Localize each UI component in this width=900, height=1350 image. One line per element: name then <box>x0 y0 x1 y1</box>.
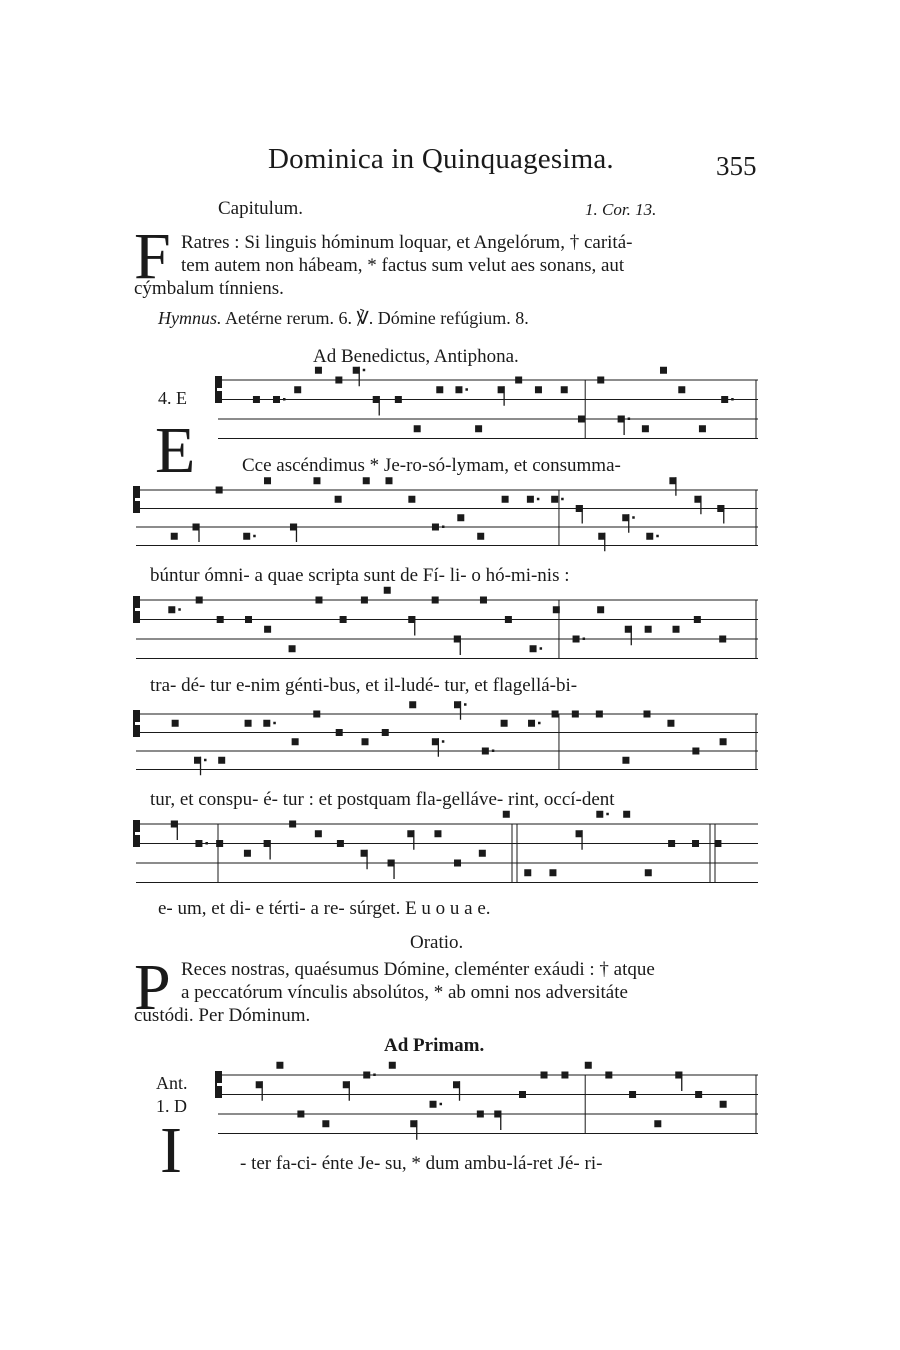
neume-square <box>530 645 537 652</box>
mora-dot <box>363 369 366 372</box>
neume-square <box>395 396 402 403</box>
hymn-text: Aetérne rerum. 6. ℣. Dómine refúgium. 8. <box>225 308 529 328</box>
neume-square <box>216 487 223 494</box>
neume-square <box>524 869 531 876</box>
neume-square <box>668 840 675 847</box>
neume-square <box>720 1101 727 1108</box>
mora-dot <box>273 722 276 725</box>
neume-square <box>244 850 251 857</box>
mora-dot <box>656 535 659 538</box>
benedictus-lyrics-3: tra- dé- tur e-nim génti-bus, et il-ludé- tur, et flagellá-bi- <box>150 675 578 696</box>
mora-dot <box>464 703 467 706</box>
neume-square <box>245 616 252 623</box>
neume-square <box>480 597 487 604</box>
neume-square <box>699 425 706 432</box>
neume-square <box>477 533 484 540</box>
capitulum-line-3: cýmbalum tínniens. <box>134 278 284 299</box>
neume-square <box>414 425 421 432</box>
neume-square <box>335 377 342 384</box>
primam-mode: 1. D <box>156 1096 187 1116</box>
neume-square <box>432 524 439 531</box>
neume-square <box>475 425 482 432</box>
oratio-initial: P <box>134 951 171 1024</box>
neume-square <box>434 830 441 837</box>
neume-square <box>646 533 653 540</box>
neume-square <box>455 386 462 393</box>
neume-square <box>216 840 223 847</box>
clef-mark <box>135 501 140 513</box>
mora-dot <box>178 608 181 611</box>
mora-dot <box>537 498 540 501</box>
neume-square <box>362 738 369 745</box>
capitulum-reference: 1. Cor. 13. <box>585 200 657 219</box>
mora-dot <box>204 759 207 762</box>
mora-dot <box>465 388 468 391</box>
neume-square <box>585 1062 592 1069</box>
neume-square <box>692 748 699 755</box>
primam-ant-label: Ant. <box>156 1073 188 1093</box>
mora-dot <box>538 722 541 725</box>
neume-square <box>597 377 604 384</box>
primam-initial: I <box>160 1114 182 1187</box>
neume-square <box>409 701 416 708</box>
neume-square <box>245 720 252 727</box>
neume-square <box>503 811 510 818</box>
neume-square <box>578 416 585 423</box>
neume-square <box>384 587 391 594</box>
capitulum-line-2: tem autem non hábeam, * factus sum velut aes sonans, aut <box>181 255 625 276</box>
neume-square <box>719 636 726 643</box>
neume-square <box>654 1120 661 1127</box>
neume-square <box>454 860 461 867</box>
neume-square <box>515 377 522 384</box>
oratio-line-1: Reces nostras, quaésumus Dómine, cleménter exáudi : † atque <box>181 959 655 980</box>
neume-square <box>430 1101 437 1108</box>
oratio-line-2: a peccatórum vínculis absolútos, * ab omni nos adversitáte <box>181 982 628 1003</box>
benedictus-lyrics-4: tur, et conspu- é- tur : et postquam fla-gelláve- rint, occí-dent <box>150 789 615 810</box>
neume-square <box>551 496 558 503</box>
neume-square <box>172 720 179 727</box>
page-number: 355 <box>716 151 757 181</box>
neume-square <box>297 1111 304 1118</box>
capitulum-heading: Capitulum. <box>218 198 303 219</box>
neume-square <box>340 616 347 623</box>
clef-mark <box>217 376 222 388</box>
benedictus-heading: Ad Benedictus, Antiphona. <box>313 346 519 367</box>
neume-square <box>505 616 512 623</box>
primam-lyrics: - ter fa-ci- énte Je- su, * dum ambu-lá-ret Jé- ri- <box>240 1153 603 1174</box>
neume-square <box>527 496 534 503</box>
neume-square <box>263 720 270 727</box>
neume-square <box>573 636 580 643</box>
mora-dot <box>442 526 445 529</box>
clef-mark <box>135 486 140 498</box>
neume-square <box>313 477 320 484</box>
mora-dot <box>561 498 564 501</box>
neume-square <box>623 811 630 818</box>
capitulum-line-1: Ratres : Si linguis hóminum loquar, et Angelórum, † caritá- <box>181 232 633 253</box>
neume-square <box>289 645 296 652</box>
neume-square <box>535 386 542 393</box>
neume-square <box>276 1062 283 1069</box>
neume-square <box>561 386 568 393</box>
clef-mark <box>135 611 140 623</box>
neume-square <box>622 757 629 764</box>
clef-mark <box>217 391 222 403</box>
neume-square <box>243 533 250 540</box>
mora-dot <box>283 398 286 401</box>
neume-square <box>629 1091 636 1098</box>
neume-square <box>572 711 579 718</box>
benedictus-initial: E <box>155 414 196 487</box>
neume-square <box>315 367 322 374</box>
benedictus-lyrics-1: Cce ascéndimus * Je-ro-só-lymam, et consumma- <box>242 455 621 476</box>
neume-square <box>720 738 727 745</box>
mora-dot <box>492 750 495 753</box>
neume-square <box>218 757 225 764</box>
neume-square <box>645 626 652 633</box>
clef-mark <box>135 820 140 832</box>
neume-square <box>363 477 370 484</box>
neume-square <box>692 840 699 847</box>
page-title: Dominica in Quinquagesima. <box>268 143 614 175</box>
neume-square <box>596 711 603 718</box>
benedictus-lyrics-5: e- um, et di- e térti- a re- súrget. E u o u a e. <box>158 898 491 919</box>
neume-square <box>605 1072 612 1079</box>
oratio-line-3: custódi. Per Dóminum. <box>134 1005 311 1026</box>
mora-dot <box>583 638 586 641</box>
neume-square <box>596 811 603 818</box>
mora-dot <box>628 418 631 421</box>
neume-square <box>322 1120 329 1127</box>
neume-square <box>552 711 559 718</box>
mora-dot <box>632 516 635 519</box>
capitulum-initial: F <box>134 220 171 293</box>
neume-square <box>253 396 260 403</box>
benedictus-mode: 4. E <box>158 388 187 408</box>
neume-square <box>678 386 685 393</box>
neume-square <box>643 711 650 718</box>
neume-square <box>195 840 202 847</box>
mora-dot <box>606 813 609 816</box>
neume-square <box>264 477 271 484</box>
neume-square <box>457 514 464 521</box>
neume-square <box>432 597 439 604</box>
neume-square <box>273 396 280 403</box>
mora-dot <box>540 647 543 650</box>
mora-dot <box>205 842 208 845</box>
mora-dot <box>440 1103 443 1106</box>
neume-square <box>385 477 392 484</box>
primam-heading: Ad Primam. <box>384 1035 485 1056</box>
neume-square <box>294 386 301 393</box>
neume-square <box>502 496 509 503</box>
neume-square <box>642 425 649 432</box>
neume-square <box>315 597 322 604</box>
oratio-heading: Oratio. <box>410 932 464 953</box>
neume-square <box>264 626 271 633</box>
neume-square <box>382 729 389 736</box>
mora-dot <box>373 1074 376 1077</box>
neume-square <box>313 711 320 718</box>
clef-mark <box>135 596 140 608</box>
clef-mark <box>135 725 140 737</box>
clef-mark <box>135 835 140 847</box>
neume-square <box>597 606 604 613</box>
neume-square <box>549 869 556 876</box>
neume-square <box>171 533 178 540</box>
neume-square <box>660 367 667 374</box>
neume-square <box>519 1091 526 1098</box>
neume-square <box>479 850 486 857</box>
neume-square <box>667 720 674 727</box>
neume-square <box>721 396 728 403</box>
neume-square <box>561 1072 568 1079</box>
neume-square <box>315 830 322 837</box>
neume-square <box>645 869 652 876</box>
mora-dot <box>442 740 445 743</box>
neume-square <box>694 616 701 623</box>
neume-square <box>528 720 535 727</box>
neume-square <box>695 1091 702 1098</box>
clef-mark <box>217 1071 222 1083</box>
neume-square <box>408 496 415 503</box>
neume-square <box>482 748 489 755</box>
benedictus-lyrics-2: búntur ómni- a quae scripta sunt de Fí- li- o hó-mi-nis : <box>150 565 570 586</box>
clef-mark <box>135 710 140 722</box>
neume-square <box>336 729 343 736</box>
neume-square <box>289 821 296 828</box>
neume-square <box>168 606 175 613</box>
neume-square <box>196 597 203 604</box>
neume-square <box>477 1111 484 1118</box>
neume-square <box>673 626 680 633</box>
hymn-label: Hymnus. <box>158 308 222 328</box>
mora-dot <box>253 535 256 538</box>
neume-square <box>501 720 508 727</box>
neume-square <box>337 840 344 847</box>
clef-mark <box>217 1086 222 1098</box>
neume-square <box>292 738 299 745</box>
neume-square <box>541 1072 548 1079</box>
neume-square <box>436 386 443 393</box>
neume-square <box>363 1072 370 1079</box>
neume-square <box>361 597 368 604</box>
neume-square <box>335 496 342 503</box>
neume-square <box>217 616 224 623</box>
mora-dot <box>731 398 734 401</box>
neume-square <box>389 1062 396 1069</box>
